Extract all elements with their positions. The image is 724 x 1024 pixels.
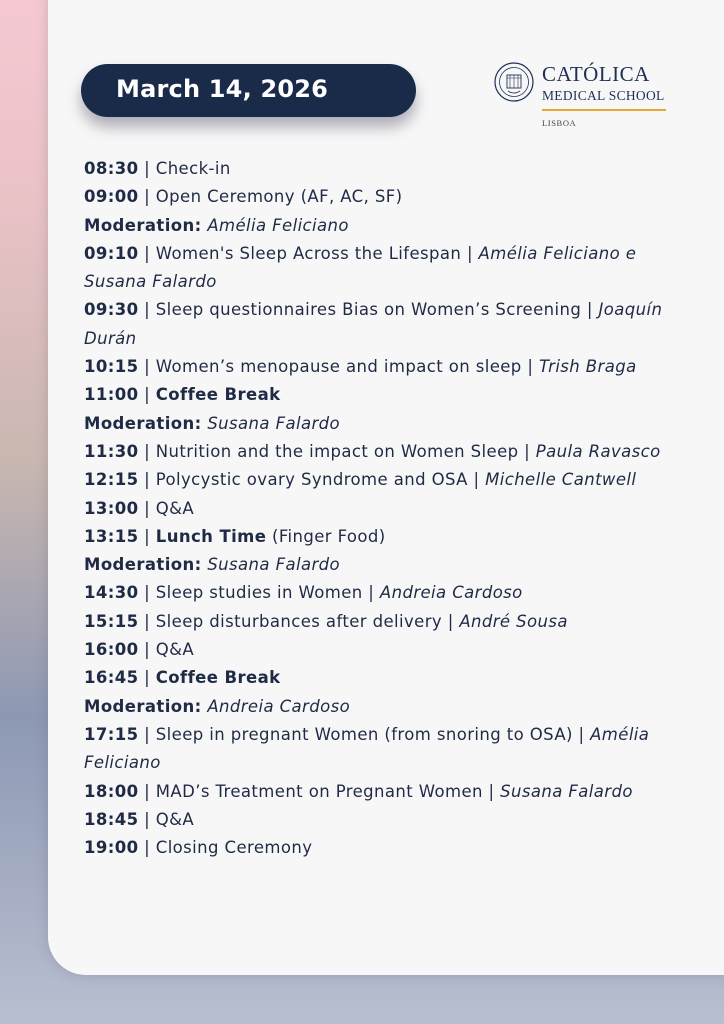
logo-name: CATÓLICA xyxy=(542,62,650,86)
session-title: Sleep questionnaires Bias on Women’s Screening xyxy=(155,300,582,320)
speaker-separator: | xyxy=(581,300,599,320)
speaker-separator: | xyxy=(467,470,486,490)
speaker-name: Andreia Cardoso xyxy=(379,583,523,603)
catolica-logo xyxy=(494,62,674,132)
session-title: Nutrition and the impact on Women Sleep xyxy=(155,441,519,461)
schedule-row xyxy=(84,579,674,607)
session-title: Women’s menopause and impact on sleep xyxy=(155,357,522,377)
schedule-row xyxy=(84,834,674,862)
university-seal-icon xyxy=(494,62,534,102)
schedule-row xyxy=(84,778,674,806)
moderator-name: Susana Falardo xyxy=(207,413,341,433)
session-time: 11:00 xyxy=(84,385,139,405)
schedule-row xyxy=(84,664,674,692)
speaker-name: Amélia Feliciano xyxy=(84,724,650,773)
separator: | xyxy=(138,385,156,405)
event-date: March 14, 2026 xyxy=(116,75,329,103)
moderation-label: Moderation: xyxy=(84,215,202,235)
moderation-row xyxy=(84,212,674,240)
separator: | xyxy=(138,441,156,461)
moderation-label: Moderation: xyxy=(84,555,202,575)
session-time: 17:15 xyxy=(84,724,139,744)
schedule-row xyxy=(84,608,674,636)
moderation-label: Moderation: xyxy=(84,413,202,433)
moderator-name: Andreia Cardoso xyxy=(207,696,351,716)
session-time: 18:45 xyxy=(84,809,139,829)
session-highlight: Coffee Break xyxy=(155,668,281,688)
session-time: 12:15 xyxy=(84,470,139,490)
session-title: Women's Sleep Across the Lifespan xyxy=(155,243,462,263)
session-time: 19:00 xyxy=(84,838,139,858)
session-highlight: Lunch Time xyxy=(155,526,267,546)
logo-divider xyxy=(542,109,666,111)
schedule-row xyxy=(84,466,674,494)
session-highlight: Coffee Break xyxy=(155,385,281,405)
moderation-label: Moderation: xyxy=(84,696,202,716)
speaker-name: Trish Braga xyxy=(538,357,637,377)
schedule-row xyxy=(84,806,674,834)
speaker-name: Joaquín Durán xyxy=(84,300,663,348)
separator: | xyxy=(138,583,156,603)
session-title: Q&A xyxy=(155,498,195,518)
schedule-row xyxy=(84,183,674,211)
separator: | xyxy=(138,809,156,829)
session-time: 14:30 xyxy=(84,583,139,603)
separator: | xyxy=(138,498,156,518)
schedule-row xyxy=(84,240,674,297)
speaker-separator: | xyxy=(521,357,539,377)
session-time: 11:30 xyxy=(84,441,139,461)
separator: | xyxy=(138,724,156,744)
speaker-separator: | xyxy=(362,583,380,603)
session-title: Q&A xyxy=(155,809,195,829)
schedule-row xyxy=(84,523,674,551)
separator: | xyxy=(138,526,156,546)
session-time: 09:00 xyxy=(84,187,139,207)
separator: | xyxy=(138,611,156,631)
moderation-row xyxy=(84,410,674,438)
separator: | xyxy=(138,243,156,263)
separator: | xyxy=(138,187,156,207)
schedule-row xyxy=(84,438,674,466)
moderator-name: Susana Falardo xyxy=(207,555,341,575)
separator: | xyxy=(138,781,156,801)
schedule-list xyxy=(84,155,674,862)
separator: | xyxy=(138,470,156,490)
moderation-row xyxy=(84,551,674,579)
session-title: Open Ceremony (AF, AC, SF) xyxy=(155,187,403,207)
session-title: Q&A xyxy=(155,640,195,660)
schedule-row xyxy=(84,353,674,381)
session-title: Sleep in pregnant Women (from snoring to OSA) xyxy=(155,724,573,744)
session-time: 15:15 xyxy=(84,611,139,631)
session-time: 16:00 xyxy=(84,640,139,660)
speaker-name: Paula Ravasco xyxy=(535,441,661,461)
session-title: Sleep studies in Women xyxy=(155,583,363,603)
session-time: 10:15 xyxy=(84,357,139,377)
moderation-row xyxy=(84,693,674,721)
speaker-separator: | xyxy=(518,441,536,461)
session-title: (Finger Food) xyxy=(266,526,386,546)
session-time: 08:30 xyxy=(84,159,139,178)
session-time: 13:15 xyxy=(84,526,139,546)
session-title: Polycystic ovary Syndrome and OSA xyxy=(155,470,468,490)
schedule-row xyxy=(84,495,674,523)
logo-subtitle: MEDICAL SCHOOL xyxy=(542,88,665,103)
date-banner xyxy=(81,64,416,117)
separator: | xyxy=(138,668,156,688)
logo-city: LISBOA xyxy=(542,118,577,128)
session-title: MAD’s Treatment on Pregnant Women xyxy=(155,781,483,801)
separator: | xyxy=(138,640,156,660)
session-title: Closing Ceremony xyxy=(155,838,313,858)
session-time: 16:45 xyxy=(84,668,139,688)
schedule-row xyxy=(84,381,674,409)
separator: | xyxy=(138,838,156,858)
moderator-name: Amélia Feliciano xyxy=(207,215,349,235)
separator: | xyxy=(138,357,156,377)
separator: | xyxy=(138,159,156,178)
session-time: 18:00 xyxy=(84,781,139,801)
schedule-row xyxy=(84,296,674,353)
speaker-name: Amélia Feliciano e Susana Falardo xyxy=(84,243,637,292)
speaker-name: André Sousa xyxy=(459,611,568,631)
separator: | xyxy=(138,300,156,320)
speaker-name: Michelle Cantwell xyxy=(485,470,637,490)
speaker-separator: | xyxy=(442,611,460,631)
session-time: 09:30 xyxy=(84,300,139,320)
speaker-separator: | xyxy=(461,243,479,263)
schedule-row xyxy=(84,155,674,183)
session-title: Sleep disturbances after delivery xyxy=(155,611,443,631)
session-time: 09:10 xyxy=(84,243,139,263)
speaker-separator: | xyxy=(482,781,501,801)
schedule-row xyxy=(84,636,674,664)
speaker-name: Susana Falardo xyxy=(500,781,633,801)
session-title: Check-in xyxy=(155,159,231,178)
speaker-separator: | xyxy=(572,724,591,744)
session-time: 13:00 xyxy=(84,498,139,518)
schedule-row xyxy=(84,721,674,778)
